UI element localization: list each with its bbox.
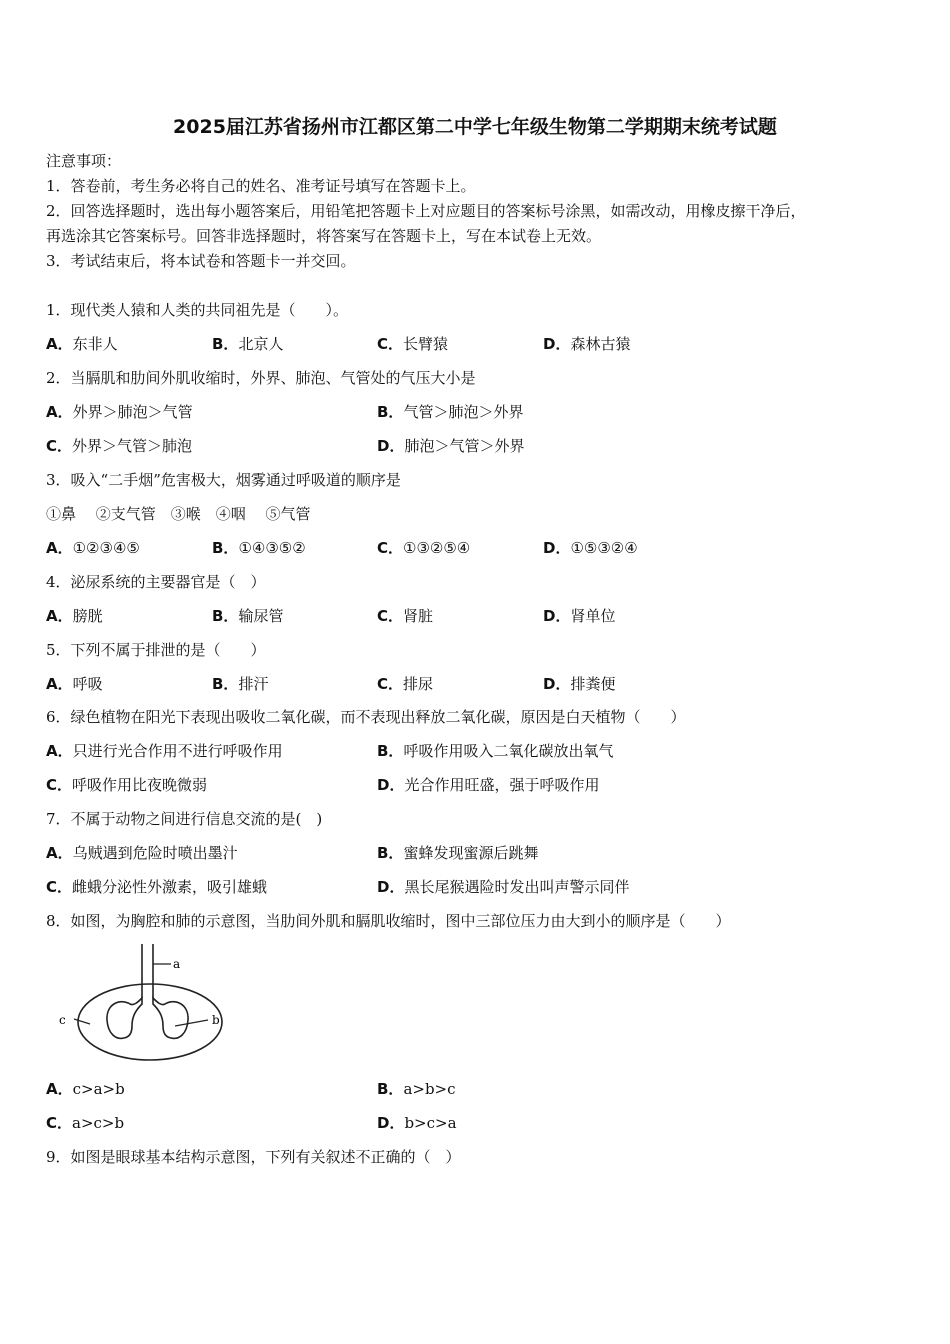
option[interactable]	[377, 876, 629, 898]
option-letter: A．	[46, 335, 73, 353]
option[interactable]	[46, 842, 238, 864]
option-text: 蜜蜂发现蜜源后跳舞	[403, 844, 539, 862]
option-text: 只进行光合作用不进行呼吸作用	[72, 742, 283, 760]
option-letter: C．	[377, 675, 404, 693]
option[interactable]	[46, 435, 192, 457]
question-5-options	[46, 673, 906, 695]
option[interactable]	[212, 605, 283, 627]
option-text: 乌贼遇到危险时喷出墨汁	[72, 844, 238, 862]
option-letter: A．	[46, 539, 73, 557]
option[interactable]	[377, 605, 433, 627]
option-letter: B．	[377, 1080, 404, 1098]
option[interactable]	[377, 740, 613, 762]
option-letter: B．	[377, 844, 404, 862]
option-letter: A．	[46, 1080, 73, 1098]
option-text: a>c>b	[72, 1114, 125, 1132]
option-text: 呼吸作用吸入二氧化碳放出氧气	[403, 742, 614, 760]
option[interactable]	[46, 774, 207, 796]
option[interactable]	[377, 842, 538, 864]
option[interactable]	[543, 673, 615, 695]
figure-label-c: c	[59, 1013, 66, 1027]
option-letter: A．	[46, 403, 73, 421]
page-title: 2025届江苏省扬州市江都区第二中学七年级生物第二学期期末统考试题	[173, 116, 777, 138]
question-9-stem: 9．如图是眼球基本结构示意图，下列有关叙述不正确的（ ）	[46, 1148, 461, 1166]
question-8-options-row1	[46, 1078, 906, 1100]
question-8-stem: 8．如图，为胸腔和肺的示意图，当肋间外肌和膈肌收缩时，图中三部位压力由大到小的顺序是（ ）	[46, 912, 731, 930]
option-letter: A．	[46, 675, 73, 693]
option-text: a>b>c	[403, 1080, 456, 1098]
option-letter: C．	[46, 878, 73, 896]
option[interactable]	[543, 537, 638, 559]
option-letter: A．	[46, 607, 73, 625]
option-text: 气管＞肺泡＞外界	[403, 403, 524, 421]
notice-item-3: 3．考试结束后，将本试卷和答题卡一并交回。	[46, 252, 356, 270]
trachea-outline	[142, 944, 153, 998]
option-text: c>a>b	[72, 1080, 125, 1098]
question-4-stem: 4．泌尿系统的主要器官是（ ）	[46, 573, 266, 591]
option[interactable]	[377, 673, 433, 695]
option-text: b>c>a	[404, 1114, 457, 1132]
option-letter: D．	[543, 335, 571, 353]
option-text: 肺泡＞气管＞外界	[404, 437, 525, 455]
option-letter: B．	[212, 539, 239, 557]
option-text: 雌蛾分泌性外激素，吸引雄蛾	[72, 878, 268, 896]
question-4-options	[46, 605, 906, 627]
chest-cavity-outline	[78, 984, 222, 1060]
option-letter: D．	[377, 776, 405, 794]
option[interactable]	[46, 605, 103, 627]
option-letter: B．	[212, 335, 239, 353]
leader-line-c	[74, 1019, 90, 1024]
option-text: ①②③④⑤	[72, 539, 140, 557]
option-text: 光合作用旺盛，强于呼吸作用	[404, 776, 600, 794]
option-text: 输尿管	[238, 607, 284, 625]
question-6-stem: 6．绿色植物在阳光下表现出吸收二氧化碳，而不表现出释放二氧化碳，原因是白天植物（ ）	[46, 708, 686, 726]
question-5-stem: 5．下列不属于排泄的是（ ）	[46, 641, 266, 659]
option-text: 东非人	[72, 335, 118, 353]
option[interactable]	[46, 537, 140, 559]
question-3-sub: ①鼻 ②支气管 ③喉 ④咽 ⑤气管	[46, 505, 311, 523]
option[interactable]	[377, 537, 470, 559]
option[interactable]	[377, 435, 524, 457]
option-letter: C．	[377, 335, 404, 353]
option-letter: C．	[46, 437, 73, 455]
question-7-options-row2	[46, 876, 906, 898]
question-7-stem: 7．不属于动物之间进行信息交流的是( )	[46, 810, 323, 828]
option-text: 排尿	[403, 675, 434, 693]
notice-heading: 注意事项：	[46, 152, 122, 170]
option-text: 呼吸作用比夜晚微弱	[72, 776, 208, 794]
option-text: 肾脏	[403, 607, 434, 625]
question-6-options-row1	[46, 740, 906, 762]
option-letter: C．	[46, 776, 73, 794]
option-text: ①④③⑤②	[238, 539, 306, 557]
option-text: 排汗	[238, 675, 269, 693]
option-text: ①⑤③②④	[570, 539, 638, 557]
option[interactable]	[543, 605, 615, 627]
leader-line-b	[175, 1020, 208, 1026]
option-text: 膀胱	[72, 607, 103, 625]
figure-label-a: a	[173, 957, 181, 971]
option[interactable]	[377, 333, 448, 355]
question-1-options	[46, 333, 906, 355]
option-letter: B．	[377, 742, 404, 760]
question-2-stem: 2．当膈肌和肋间外肌收缩时，外界、肺泡、气管处的气压大小是	[46, 369, 476, 387]
question-1-stem: 1．现代类人猿和人类的共同祖先是（ ）。	[46, 301, 349, 319]
option-text: 外界＞肺泡＞气管	[72, 403, 193, 421]
option[interactable]	[46, 333, 118, 355]
notice-item-2-cont: 再选涂其它答案标号。回答非选择题时，将答案写在答题卡上，写在本试卷上无效。	[46, 227, 602, 245]
option-letter: B．	[212, 607, 239, 625]
option[interactable]	[377, 401, 523, 423]
question-6-options-row2	[46, 774, 906, 796]
option-text: 呼吸	[72, 675, 103, 693]
option[interactable]	[46, 1078, 125, 1100]
option-text: ①③②⑤④	[403, 539, 471, 557]
option-letter: A．	[46, 742, 73, 760]
option[interactable]	[46, 673, 103, 695]
option-text: 排粪便	[570, 675, 616, 693]
option-letter: B．	[212, 675, 239, 693]
option-letter: D．	[377, 437, 405, 455]
question-2-options-row2	[46, 435, 906, 457]
right-lung-outline	[153, 998, 188, 1038]
option[interactable]	[212, 333, 283, 355]
option[interactable]	[212, 537, 306, 559]
option[interactable]	[377, 1078, 456, 1100]
option-letter: A．	[46, 844, 73, 862]
option[interactable]	[46, 401, 193, 423]
question-7-options-row1	[46, 842, 906, 864]
option[interactable]	[377, 1112, 457, 1134]
option-letter: D．	[543, 607, 571, 625]
option[interactable]	[46, 876, 267, 898]
option-letter: D．	[377, 1114, 405, 1132]
question-3-stem: 3．吸入“二手烟”危害极大，烟雾通过呼吸道的顺序是	[46, 471, 401, 489]
option-letter: D．	[543, 539, 571, 557]
option[interactable]	[543, 333, 630, 355]
notice-item-2: 2．回答选择题时，选出每小题答案后，用铅笔把答题卡上对应题目的答案标号涂黑，如需改动，用橡皮擦干净后，	[46, 202, 806, 220]
question-8-options-row2	[46, 1112, 906, 1134]
option-letter: C．	[46, 1114, 73, 1132]
option[interactable]	[46, 740, 283, 762]
option-text: 森林古猿	[570, 335, 631, 353]
option[interactable]	[212, 673, 268, 695]
option-text: 北京人	[238, 335, 284, 353]
option-text: 肾单位	[570, 607, 616, 625]
option-letter: D．	[377, 878, 405, 896]
option-text: 黑长尾猴遇险时发出叫声警示同伴	[404, 878, 630, 896]
question-2-options-row1	[46, 401, 906, 423]
option-letter: D．	[543, 675, 571, 693]
option-letter: C．	[377, 607, 404, 625]
notice-item-1: 1．答卷前，考生务必将自己的姓名、准考证号填写在答题卡上。	[46, 177, 476, 195]
option-text: 长臂猿	[403, 335, 449, 353]
left-lung-outline	[107, 998, 142, 1038]
figure-label-b: b	[212, 1013, 220, 1027]
option-text: 外界＞气管＞肺泡	[72, 437, 193, 455]
option[interactable]	[46, 1112, 124, 1134]
option[interactable]	[377, 774, 599, 796]
question-3-options	[46, 537, 906, 559]
thorax-lung-diagram	[50, 940, 230, 1070]
option-letter: B．	[377, 403, 404, 421]
option-letter: C．	[377, 539, 404, 557]
